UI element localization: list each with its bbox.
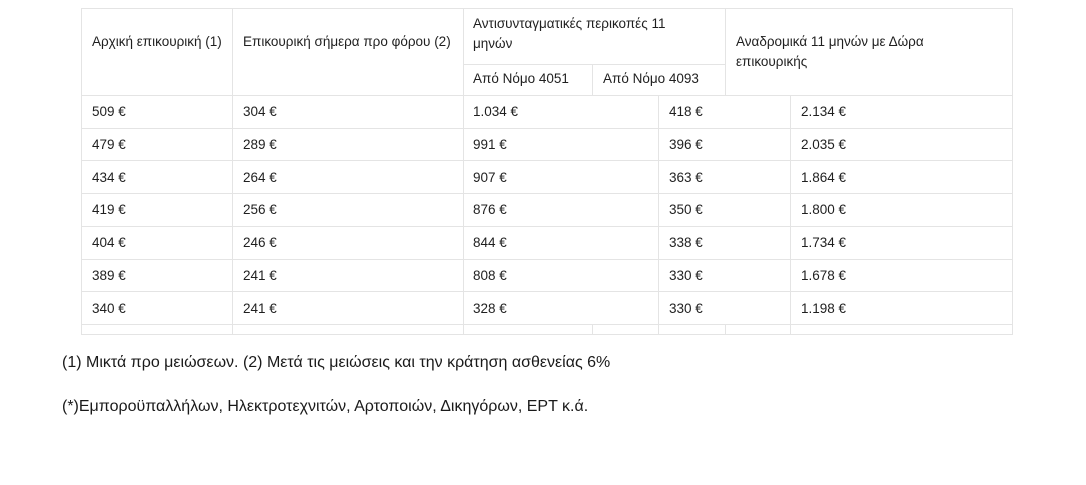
table-cell-cut-4051: 876 €	[473, 202, 507, 218]
table-cell-cut-4093: 350 €	[669, 202, 703, 218]
pension-table	[81, 8, 1013, 335]
header-divider	[463, 8, 464, 95]
footer-row-divider	[725, 324, 726, 335]
body-divider	[463, 95, 464, 335]
header-law-4093: Από Νόμο 4093	[603, 71, 699, 86]
table-cell-current: 256 €	[243, 202, 277, 218]
body-divider	[790, 95, 791, 335]
header-cuts-group: Αντισυνταγματικές περικοπές 11 μηνών	[473, 16, 666, 51]
table-cell-initial: 509 €	[92, 104, 126, 120]
table-cell-retroactive: 1.678 €	[801, 267, 847, 283]
table-cell-initial: 434 €	[92, 169, 126, 185]
table-cell-cut-4093: 330 €	[669, 300, 703, 316]
table-cell-cut-4051: 844 €	[473, 235, 507, 251]
header-divider	[232, 8, 233, 95]
table-cell-cut-4051: 808 €	[473, 267, 507, 283]
table-cell-initial: 479 €	[92, 137, 126, 153]
row-separator	[81, 193, 1013, 194]
footnote-categories: (*)Εμποροϋπαλλήλων, Ηλεκτροτεχνιτών, Αρτοποιών, Δικηγόρων, ΕΡΤ κ.ά.	[62, 398, 589, 415]
table-cell-cut-4093: 418 €	[669, 104, 703, 120]
table-cell-cut-4093: 396 €	[669, 137, 703, 153]
footer-row-divider	[592, 324, 593, 335]
table-cell-cut-4093: 363 €	[669, 169, 703, 185]
table-cell-initial: 419 €	[92, 202, 126, 218]
row-separator	[81, 128, 1013, 129]
table-cell-retroactive: 1.198 €	[801, 300, 847, 316]
table-cell-initial: 340 €	[92, 300, 126, 316]
table-cell-cut-4051: 991 €	[473, 137, 507, 153]
table-cell-cut-4051: 328 €	[473, 300, 507, 316]
table-cell-retroactive: 1.734 €	[801, 235, 847, 251]
table-cell-cut-4051: 907 €	[473, 169, 507, 185]
header-divider	[725, 8, 726, 95]
table-cell-current: 304 €	[243, 104, 277, 120]
table-border-top	[81, 8, 1013, 9]
table-cell-current: 246 €	[243, 235, 277, 251]
footnote-definitions: (1) Μικτά προ μειώσεων. (2) Μετά τις μειώσεις και την κράτηση ασθενείας 6%	[62, 354, 611, 371]
header-initial-pension: Αρχική επικουρική (1)	[92, 34, 222, 49]
row-separator	[81, 160, 1013, 161]
body-divider	[232, 95, 233, 335]
row-separator	[81, 226, 1013, 227]
table-border-right	[1012, 8, 1013, 335]
row-separator	[81, 324, 1013, 325]
table-cell-current: 289 €	[243, 137, 277, 153]
table-cell-cut-4051: 1.034 €	[473, 104, 519, 120]
header-current-pension: Επικουρική σήμερα προ φόρου (2)	[243, 34, 451, 49]
header-retroactive: Αναδρομικά 11 μηνών με Δώρα επικουρικής	[736, 34, 924, 69]
table-cell-retroactive: 1.864 €	[801, 169, 847, 185]
table-cell-cut-4093: 330 €	[669, 267, 703, 283]
table-cell-current: 264 €	[243, 169, 277, 185]
table-border-left	[81, 8, 82, 335]
header-law-4051: Από Νόμο 4051	[473, 71, 569, 86]
table-cell-current: 241 €	[243, 300, 277, 316]
table-cell-initial: 404 €	[92, 235, 126, 251]
row-separator	[81, 291, 1013, 292]
header-bottom	[81, 95, 1013, 96]
table-cell-current: 241 €	[243, 267, 277, 283]
subheader-divider	[592, 64, 593, 95]
body-divider	[658, 95, 659, 335]
table-border-bottom	[81, 334, 1013, 335]
table-cell-initial: 389 €	[92, 267, 126, 283]
subheader-separator	[463, 64, 725, 65]
table-cell-retroactive: 1.800 €	[801, 202, 847, 218]
table-cell-cut-4093: 338 €	[669, 235, 703, 251]
table-cell-retroactive: 2.035 €	[801, 137, 847, 153]
row-separator	[81, 259, 1013, 260]
table-cell-retroactive: 2.134 €	[801, 104, 847, 120]
